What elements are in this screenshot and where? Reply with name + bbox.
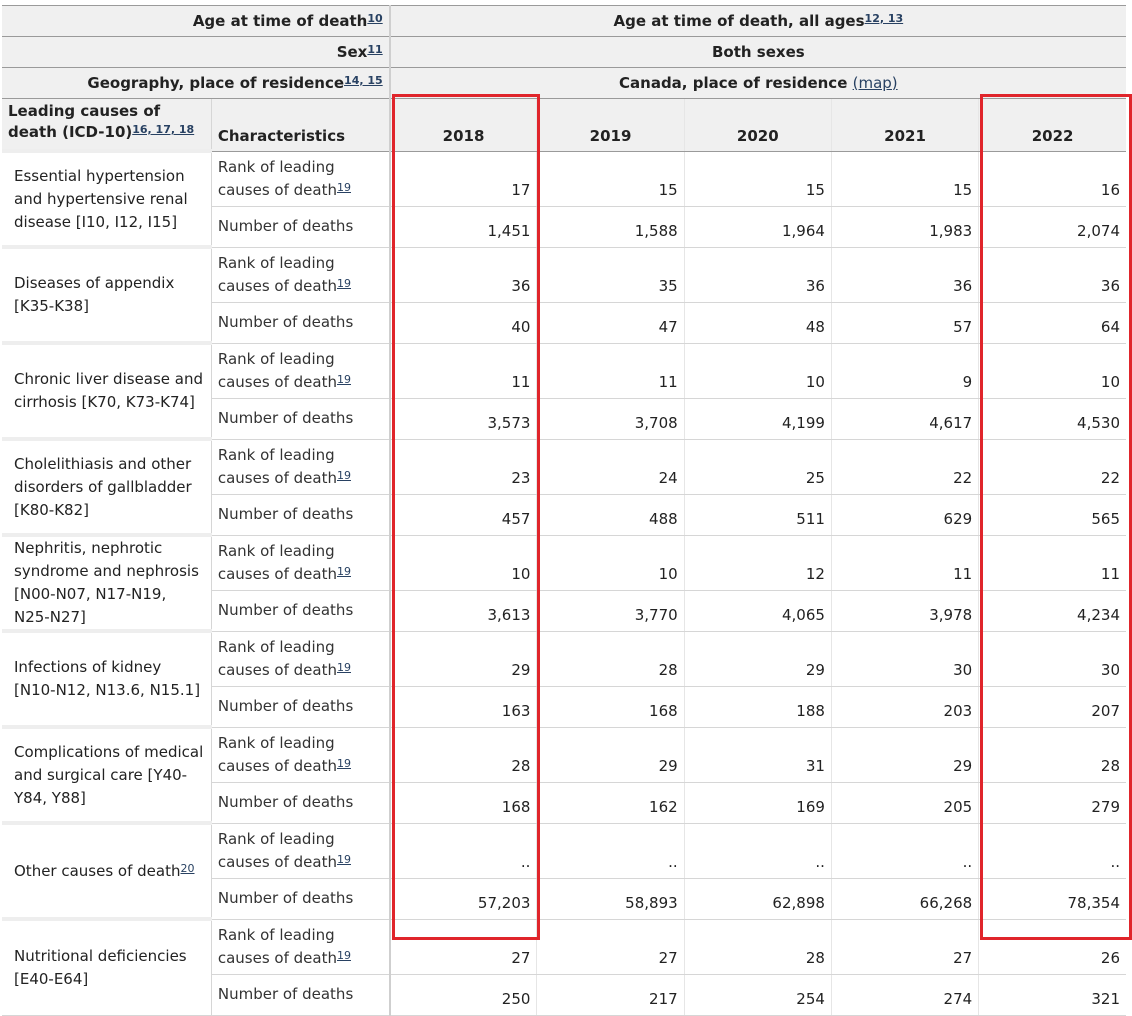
cause-name: Infections of kidney [N10-N12, N13.6, N15.1] [2,631,211,727]
rank-value: 10 [979,343,1126,398]
deaths-label: Number of deaths [211,782,389,823]
deaths-value: 169 [684,782,831,823]
rank-value: 36 [684,247,831,302]
deaths-value: 629 [831,494,978,535]
footnote-link[interactable]: 14, 15 [344,73,383,87]
rank-value: .. [684,823,831,878]
rank-value: 28 [537,631,684,686]
rank-value: 28 [390,727,537,782]
deaths-value: 40 [390,302,537,343]
cause-name: Nutritional deficiencies [E40-E64] [2,919,211,1015]
year-header-2020: 2020 [684,99,831,152]
table-row [2,151,1126,206]
footnote-link[interactable]: 19 [337,756,351,770]
deaths-value: 488 [537,494,684,535]
rank-label: Rank of leading causes of death$^{19}$ [211,823,389,878]
footnote-link[interactable]: 16, 17, 18 [132,123,195,136]
deaths-value: 4,199 [684,398,831,439]
deaths-label: Number of deaths [211,398,389,439]
geo-label-header: Geography, place of residence$^{14, 15}$ [2,68,390,99]
deaths-value: 321 [979,974,1126,1015]
year-header-2022: 2022 [979,99,1126,152]
deaths-value: 64 [979,302,1126,343]
deaths-label: Number of deaths [211,686,389,727]
geo-value-header: Canada, place of residence (map) [390,68,1126,99]
deaths-value: 279 [979,782,1126,823]
rank-value: 36 [979,247,1126,302]
rank-value: 12 [684,535,831,590]
deaths-value: 168 [390,782,537,823]
table-row [2,823,1126,878]
deaths-value: 4,065 [684,590,831,631]
rank-value: 15 [537,151,684,206]
rank-value: .. [537,823,684,878]
footnote-link[interactable]: 19 [337,372,351,386]
rank-label: Rank of leading causes of death$^{19}$ [211,151,389,206]
deaths-value: 250 [390,974,537,1015]
deaths-value: 4,234 [979,590,1126,631]
deaths-value: 162 [537,782,684,823]
footnote-link[interactable]: 11 [367,42,383,56]
deaths-value: 203 [831,686,978,727]
map-link[interactable]: (map) [852,73,898,92]
footnote-link[interactable]: 10 [367,11,383,25]
deaths-label: Number of deaths [211,590,389,631]
deaths-value: 4,617 [831,398,978,439]
table-row [2,919,1126,974]
deaths-value: 3,708 [537,398,684,439]
deaths-label: Number of deaths [211,878,389,919]
rank-value: 11 [537,343,684,398]
footnote-link[interactable]: 19 [337,564,351,578]
age-label-header: Age at time of death$^{10}$ [2,6,390,37]
cause-name: Complications of medical and surgical care [Y40-Y84, Y88] [2,727,211,823]
deaths-value: 188 [684,686,831,727]
deaths-value: 565 [979,494,1126,535]
deaths-value: 254 [684,974,831,1015]
deaths-table [2,5,1126,1016]
rank-label: Rank of leading causes of death$^{19}$ [211,343,389,398]
table-row [2,727,1126,782]
sex-label-header: Sex$^{11}$ [2,37,390,68]
rank-value: 22 [831,439,978,494]
footnote-link[interactable]: 19 [337,180,351,194]
rank-value: 27 [831,919,978,974]
year-header-2021: 2021 [831,99,978,152]
rank-value: 11 [831,535,978,590]
footnote-link[interactable]: 19 [337,660,351,674]
rank-value: 29 [684,631,831,686]
deaths-value: 58,893 [537,878,684,919]
rank-value: 28 [979,727,1126,782]
footnote-link[interactable]: 12, 13 [864,11,904,25]
rank-value: 11 [390,343,537,398]
cause-name: Nephritis, nephrotic syndrome and nephrosis [N00-N07, N17-N19, N25-N27] [2,535,211,631]
cause-name: Cholelithiasis and other disorders of gallbladder [K80-K82] [2,439,211,535]
deaths-value: 163 [390,686,537,727]
deaths-value: 457 [390,494,537,535]
cause-name: Essential hypertension and hypertensive renal disease [I10, I12, I15] [2,151,211,247]
deaths-label: Number of deaths [211,974,389,1015]
rank-value: 15 [684,151,831,206]
deaths-value: 78,354 [979,878,1126,919]
footnote-link[interactable]: 19 [337,468,351,482]
deaths-value: 1,964 [684,206,831,247]
rank-value: 27 [537,919,684,974]
rank-value: 28 [684,919,831,974]
rank-value: 35 [537,247,684,302]
rank-value: 11 [979,535,1126,590]
rank-value: 16 [979,151,1126,206]
cause-name: Diseases of appendix [K35-K38] [2,247,211,343]
deaths-value: 207 [979,686,1126,727]
deaths-value: 47 [537,302,684,343]
footnote-link[interactable]: 19 [337,276,351,290]
rank-value: 24 [537,439,684,494]
deaths-value: 4,530 [979,398,1126,439]
leading-causes-header: Leading causes of death $(ICD-10)^{16, 17, 18}$ [2,99,211,152]
rank-value: 15 [831,151,978,206]
deaths-value: 57 [831,302,978,343]
deaths-value: 1,983 [831,206,978,247]
rank-value: 17 [390,151,537,206]
deaths-value: 511 [684,494,831,535]
year-header-2018: 2018 [390,99,537,152]
cause-name: Chronic liver disease and cirrhosis [K70, K73-K74] [2,343,211,439]
deaths-value: 3,613 [390,590,537,631]
deaths-value: 205 [831,782,978,823]
table-row [2,439,1126,494]
deaths-value: 3,573 [390,398,537,439]
table-row [2,535,1126,590]
rank-value: 10 [390,535,537,590]
deaths-value: 57,203 [390,878,537,919]
footnote-link[interactable]: 19 [337,852,351,866]
footnote-link[interactable]: 20 [180,861,195,875]
year-header-2019: 2019 [537,99,684,152]
table-row [2,247,1126,302]
rank-label: Rank of leading causes of death$^{19}$ [211,247,389,302]
deaths-value: 3,978 [831,590,978,631]
deaths-value: 168 [537,686,684,727]
footnote-link[interactable]: 19 [337,948,351,962]
age-value-header: Age at time of death, all ages$^{12, 13}$ [390,6,1126,37]
deaths-value: 217 [537,974,684,1015]
rank-label: Rank of leading causes of death$^{19}$ [211,631,389,686]
table-row [2,343,1126,398]
characteristics-header: Characteristics [211,99,389,152]
rank-value: 22 [979,439,1126,494]
rank-value: 36 [831,247,978,302]
deaths-label: Number of deaths [211,494,389,535]
rank-value: .. [390,823,537,878]
rank-value: 29 [537,727,684,782]
deaths-value: 3,770 [537,590,684,631]
rank-label: Rank of leading causes of death$^{19}$ [211,535,389,590]
deaths-value: 66,268 [831,878,978,919]
deaths-value: 48 [684,302,831,343]
sex-value-header: Both sexes [390,37,1126,68]
table-row [2,631,1126,686]
rank-value: 23 [390,439,537,494]
deaths-value: 2,074 [979,206,1126,247]
rank-value: 36 [390,247,537,302]
rank-label: Rank of leading causes of death$^{19}$ [211,919,389,974]
rank-value: 9 [831,343,978,398]
rank-value: .. [831,823,978,878]
rank-label: Rank of leading causes of death$^{19}$ [211,727,389,782]
rank-value: 10 [684,343,831,398]
deaths-label: Number of deaths [211,206,389,247]
rank-value: 30 [979,631,1126,686]
rank-value: 25 [684,439,831,494]
rank-value: 26 [979,919,1126,974]
rank-value: .. [979,823,1126,878]
rank-value: 30 [831,631,978,686]
rank-value: 27 [390,919,537,974]
deaths-value: 62,898 [684,878,831,919]
deaths-value: 274 [831,974,978,1015]
deaths-value: 1,451 [390,206,537,247]
rank-value: 29 [831,727,978,782]
rank-value: 10 [537,535,684,590]
rank-value: 31 [684,727,831,782]
cause-name: Other causes of death$^{20}$ [2,823,211,919]
deaths-value: 1,588 [537,206,684,247]
rank-value: 29 [390,631,537,686]
rank-label: Rank of leading causes of death$^{19}$ [211,439,389,494]
deaths-label: Number of deaths [211,302,389,343]
